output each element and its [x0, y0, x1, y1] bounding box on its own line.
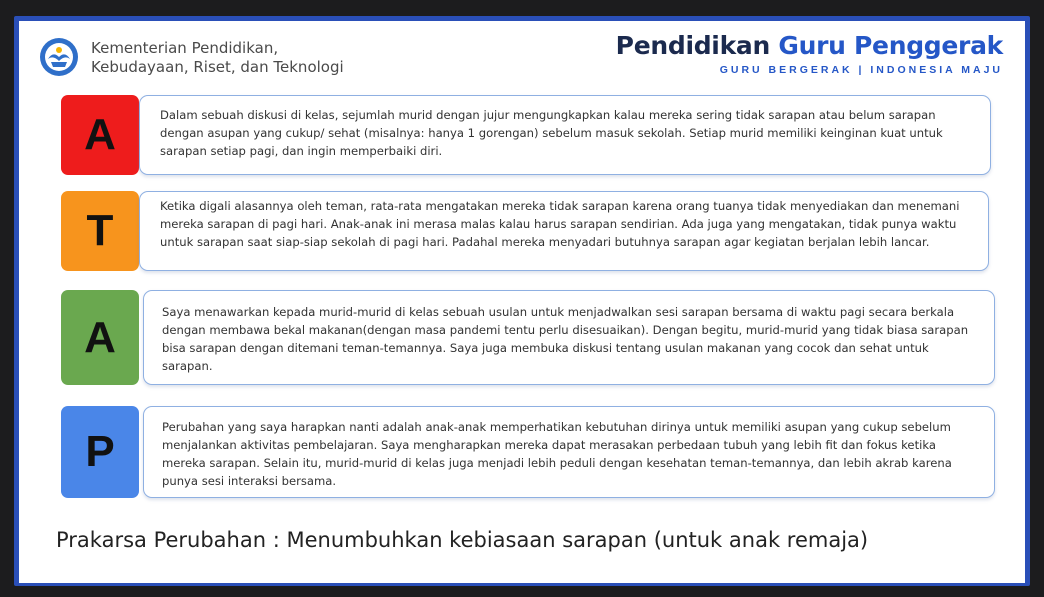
- slide: [19, 21, 1025, 583]
- atap-letter-3: A: [84, 312, 116, 362]
- atap-text-box-1: [139, 95, 991, 175]
- ministry-logo: [39, 37, 79, 77]
- change-initiative-caption: Prakarsa Perubahan : Menumbuhkan kebiasaan sarapan (untuk anak remaja): [56, 528, 869, 552]
- atap-text-4: Perubahan yang saya harapkan nanti adalah anak-anak memperhatikan kebutuhan dirinya untuk memiliki asupan yang cukup sebelum menjalankan aktivitas pembelajaran. Saya mengharapkan mereka dapat merasakan perbedaan tubuh yang lebih fit dan fokus ketika mereka sarapan. Selain itu, murid-murid di kelas juga menjadi lebih peduli dengan kesehatan teman-temannya, dan lebih akrab karena punya sesi interaksi bersama.: [162, 420, 952, 488]
- atap-text-2: Ketika digali alasannya oleh teman, rata-rata mengatakan mereka tidak sarapan karena orang tuanya tidak menyediakan dan menemani mereka sarapan di pagi hari. Anak-anak ini merasa malas kalau harus sarapan sendirian. Ada juga yang mengatakan, tidak punya waktu untuk sarapan saat siap-siap sekolah di pagi hari. Padahal mereka menyadari butuhnya sarapan agar kegiatan berjalan lebih lancar.: [160, 199, 960, 249]
- atap-text-1: Dalam sebuah diskusi di kelas, sejumlah murid dengan jujur mengungkapkan kalau mereka sering tidak sarapan atau belum sarapan dengan asupan yang cukup/ sehat (misalnya: hanya 1 gorengan) sebelum masuk sekolah. Setiap murid memiliki keinginan kuat untuk sarapan setiap pagi, dan ingin memperbaiki diri.: [160, 108, 943, 158]
- atap-letter-4: P: [85, 427, 115, 476]
- atap-text-3: Saya menawarkan kepada murid-murid di kelas sebuah usulan untuk menjadwalkan sesi sarapan bersama di waktu pagi secara berkala dengan membawa bekal makanan(dengan masa pandemi tentu perlu disesuaikan). Dengan begitu, murid-murid yang tidak biasa sarapan bisa sarapan dengan ditemani teman-temannya. Saya juga membuka diskusi tentang usulan makanan yang cocok dan sehat untuk sarapan.: [162, 305, 969, 373]
- atap-text-box-4: [143, 406, 995, 498]
- atap-letter-1: A: [84, 110, 116, 159]
- atap-letter-box-1: [61, 95, 139, 175]
- atap-letter-2: T: [86, 206, 114, 255]
- atap-text-box-2: [139, 191, 989, 271]
- program-brand: [616, 31, 1003, 76]
- brand-tagline: GURU BERGERAK | INDONESIA MAJU: [719, 64, 1003, 76]
- atap-letter-box-2: [61, 191, 139, 271]
- ministry-line-2: Kebudayaan, Riset, dan Teknologi: [91, 58, 344, 76]
- atap-letter-box-4: [61, 406, 139, 498]
- brand-title: [616, 31, 1003, 61]
- atap-letter-box-3: [61, 290, 139, 385]
- brand-title-part-2: Guru Penggerak: [778, 31, 1003, 60]
- ministry-line-1: Kementerian Pendidikan,: [91, 39, 279, 57]
- brand-title-part-1: Pendidikan: [615, 31, 779, 60]
- ministry-name: [91, 39, 344, 77]
- atap-text-box-3: [143, 290, 995, 385]
